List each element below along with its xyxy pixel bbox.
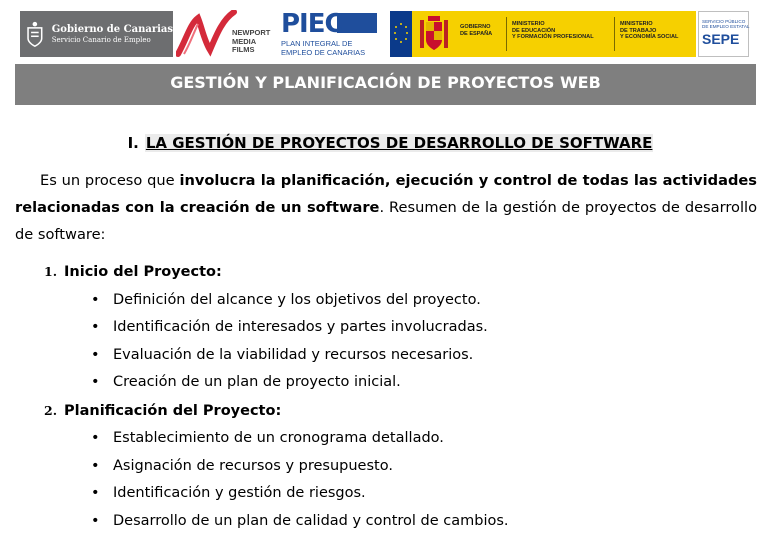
newport-line1: NEWPORT	[232, 28, 271, 37]
list-item	[91, 342, 781, 370]
bullet-icon: •	[91, 319, 100, 335]
gob-block3-line1: MINISTERIO	[620, 21, 653, 27]
list-item-text: Establecimiento de un cronograma detallado.	[113, 430, 444, 446]
piec-line2: EMPLEO DE CANARIAS	[281, 48, 366, 57]
sepe-line2: DE EMPLEO ESTATAL	[702, 24, 750, 30]
sepe-logo	[698, 11, 749, 57]
gobierno-canarias-logo	[20, 11, 173, 57]
step-number: 2.	[44, 402, 58, 418]
piec-logo	[281, 11, 379, 57]
steps-list	[0, 258, 781, 535]
step-item	[44, 397, 781, 426]
header-logos	[0, 0, 781, 62]
list-item-text: Asignación de recursos y presupuesto.	[113, 457, 393, 474]
list-item-text: Desarrollo de un plan de calidad y control de cambios.	[113, 512, 509, 529]
gob-separator	[614, 17, 615, 51]
canarias-seal-icon	[25, 16, 45, 52]
list-item-text: Identificación y gestión de riesgos.	[113, 485, 366, 501]
gob-separator	[506, 17, 507, 51]
list-item	[91, 287, 781, 315]
intro-text-1: Es un proceso que	[40, 172, 180, 189]
spain-coat-of-arms-icon	[418, 14, 450, 54]
section-heading	[0, 133, 781, 153]
intro-bold-text: involucra la planificación, ejecución y control de todas las actividades relacionadas con la creación de un software	[15, 172, 757, 216]
step-item	[44, 258, 781, 287]
list-item-text: Definición del alcance y los objetivos del proyecto.	[113, 291, 481, 308]
piec-line1: PLAN INTEGRAL DE	[281, 39, 353, 48]
gob-block1-line2: DE ESPAÑA	[460, 30, 493, 37]
intro-text-2: . Resumen de la gestión de proyectos de desarrollo de software:	[15, 199, 757, 243]
intro-paragraph	[15, 167, 757, 248]
canarias-line2: Servicio Canario de Empleo	[51, 35, 151, 44]
gob-block2-line2: DE EDUCACIÓN	[512, 27, 556, 34]
piec-bar-shape	[337, 13, 377, 33]
gobierno-espana-logo	[390, 11, 696, 57]
gob-block2-line1: MINISTERIO	[512, 21, 545, 27]
gob-block1-line1: GOBIERNO	[460, 24, 491, 30]
newport-line3: FILMS	[232, 45, 255, 54]
list-item	[91, 453, 781, 481]
gob-block2-line3: Y FORMACIÓN PROFESIONAL	[512, 34, 594, 41]
piec-title: PIEC	[281, 9, 343, 39]
list-item	[91, 369, 781, 397]
section-number: I.	[127, 134, 139, 152]
list-item-text: Identificación de interesados y partes involucradas.	[113, 319, 488, 335]
list-item	[91, 480, 781, 508]
list-item-text: Creación de un plan de proyecto inicial.	[113, 374, 401, 390]
bullet-icon: •	[91, 374, 100, 390]
gob-block3-line2: DE TRABAJO	[620, 27, 657, 34]
gob-block3-line3: Y ECONOMÍA SOCIAL	[620, 34, 679, 41]
canarias-line1: Gobierno de Canarias	[51, 23, 173, 35]
list-item-text: Evaluación de la viabilidad y recursos necesarios.	[113, 346, 474, 363]
list-item	[91, 508, 781, 536]
list-item	[91, 314, 781, 342]
bullet-icon: •	[91, 430, 100, 446]
bullet-icon: •	[91, 512, 100, 529]
bullet-icon: •	[91, 457, 100, 474]
sepe-title: SEPE	[702, 31, 740, 47]
newport-media-films-logo	[176, 10, 279, 58]
step-title: Inicio del Proyecto:	[64, 264, 222, 280]
list-item	[91, 425, 781, 453]
course-title-banner: GESTIÓN Y PLANIFICACIÓN DE PROYECTOS WEB	[15, 64, 756, 105]
bullet-icon: •	[91, 291, 100, 308]
step-bullets	[0, 425, 781, 535]
sepe-line1: SERVICIO PÚBLICO	[702, 19, 746, 24]
eu-flag-icon	[390, 11, 412, 57]
newport-line2: MEDIA	[232, 36, 257, 46]
step-bullets	[0, 287, 781, 397]
section-title: LA GESTIÓN DE PROYECTOS DE DESARROLLO DE SOFTWARE	[145, 134, 653, 152]
bullet-icon: •	[91, 485, 100, 501]
step-number: 1.	[44, 264, 58, 279]
bullet-icon: •	[91, 346, 100, 363]
step-title: Planificación del Proyecto:	[64, 402, 282, 419]
